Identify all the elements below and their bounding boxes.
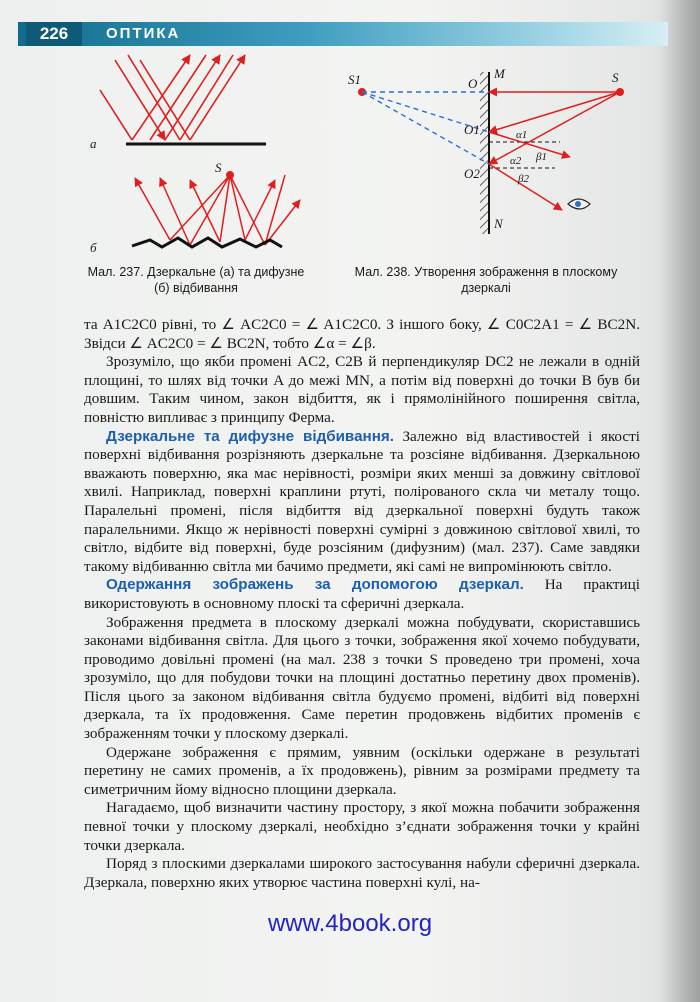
caption-238-line2: дзеркалі	[461, 281, 511, 295]
paragraph-6-text: Одержане зображення є прямим, уявним (оскільки одержане в результаті перетину не самих променів, а їх продовжень), рівним за розмірами предмету та симетричним йому відносно площини дзеркала.	[84, 743, 640, 798]
reflected-rays	[489, 132, 570, 210]
caption-237-line2: (б) відбивання	[154, 281, 238, 295]
caption-238	[336, 264, 636, 296]
paragraph-4	[84, 576, 640, 613]
paragraph-4-text: На практиці використовують в основному плоскі та сферичні дзеркала.	[84, 576, 641, 612]
paragraph-1	[84, 316, 640, 353]
paragraph-8-text: Поряд з плоскими дзеркалами широкого застосування набули сферичні дзеркала. Дзеркала, поверхню яких утворює частина поверхні кулі, на-	[84, 855, 640, 891]
rough-surface-b	[132, 238, 282, 247]
label-s-237: S	[215, 160, 222, 175]
label-b: б	[90, 240, 97, 255]
paragraph-3-text: Залежно від властивостей і якості поверхні відбивання розрізняють дзеркальне та розсіяне відбивання. Дзеркальною вважають поверхню, яка має нерівності, розміри яких менші за довжину світлової хвилі. Наприклад, поверхні краплини ртуті, полірованого скла чи металу тощо. Паралельні промені, після відбиття від дзеркальної поверхні будуть також паралельними. Якщо ж нерівності поверхні сумірні з довжиною світлової хвилі, то світло, відбите від поверхні, буде розсіяним (дифузним) (мал. 237). Саме завдяки такому відбиванню світла ми бачимо предмети, які самі не випромінюють світло.	[84, 427, 640, 575]
caption-238-line1: Мал. 238. Утворення зображення в плоскому	[354, 265, 618, 279]
section-title: ОПТИКА	[106, 25, 181, 42]
paragraph-1-text: та A1C2C0 рівні, то ∠ AC2C0 = ∠ A1C2C0. З іншого боку, ∠ C0C2A1 = ∠ BC2N. Звідси ∠ AC2C0 = ∠ BC2N, тобто ∠α = ∠β.	[84, 316, 640, 352]
paragraph-2-text: Зрозуміло, що якби промені AC2, C2B й перпендикуляр DC2 не лежали в одній площині, то шлях від точки A до межі MN, а потім від поверхні до точки B був би довшим. Таким чином, закон відбиття, як і прямолінійного поширення світла, повністю випливає з принципу Ферма.	[84, 353, 640, 426]
label-alpha2: α2	[510, 155, 522, 167]
label-s1: S1	[348, 72, 361, 87]
label-s: S	[612, 70, 619, 85]
label-alpha1: α1	[516, 129, 528, 141]
label-a: а	[90, 136, 97, 151]
label-m: M	[494, 66, 505, 81]
figure-238	[340, 62, 640, 242]
paragraph-7-text: Нагадаємо, щоб визначити частину простору, з якої можна побачити зображення певної точки у плоскому дзеркалі, необхідно з’єднати зображення точки у крайні точки дзеркала.	[84, 799, 640, 854]
paragraph-8	[84, 855, 640, 892]
label-o1: O1	[464, 122, 480, 137]
heading-images-mirrors: Одержання зображень за допомогою дзеркал.	[106, 576, 524, 594]
paragraph-3	[84, 428, 640, 577]
label-o2: O2	[464, 166, 480, 181]
page-number: 226	[26, 22, 82, 46]
paragraph-5	[84, 614, 640, 744]
heading-specular-diffuse: Дзеркальне та дифузне відбивання.	[106, 427, 394, 445]
incident-rays	[489, 92, 620, 164]
label-beta1: β1	[536, 151, 547, 163]
caption-237	[66, 264, 326, 296]
footer-watermark-link[interactable]: www.4book.org	[267, 910, 433, 937]
mirror-hatch	[480, 72, 489, 234]
paragraph-2	[84, 353, 640, 427]
paragraph-6	[84, 744, 640, 800]
paragraph-5-text: Зображення предмета в плоскому дзеркалі можна побудувати, скориставшись законами відбивання світла. Для цього з точки, зображення якої хочемо побудувати, проводимо довільні промені (на мал. 238 з точки S проведено три промені, хоча зрозуміло, що для побудови точки на площині достатньо перетину двох променів). Після цього за законом відбивання світла будуємо промені, відбиті від поверхні дзеркала, та їх продовження. Саме перетин продовжень відбитих променів є зображенням точки у плоскому дзеркалі.	[84, 613, 640, 743]
label-o: O	[468, 76, 478, 91]
paragraph-7	[84, 799, 640, 855]
diffuse-rays	[135, 175, 300, 245]
figure-237	[70, 50, 310, 260]
body-text	[84, 316, 640, 892]
label-beta2: β2	[518, 173, 529, 185]
page-edge-shadow	[660, 0, 700, 1002]
label-n: N	[494, 216, 503, 231]
caption-237-line1: Мал. 237. Дзеркальне (а) та дифузне	[87, 265, 305, 279]
normals	[489, 142, 560, 168]
specular-rays	[100, 55, 245, 140]
